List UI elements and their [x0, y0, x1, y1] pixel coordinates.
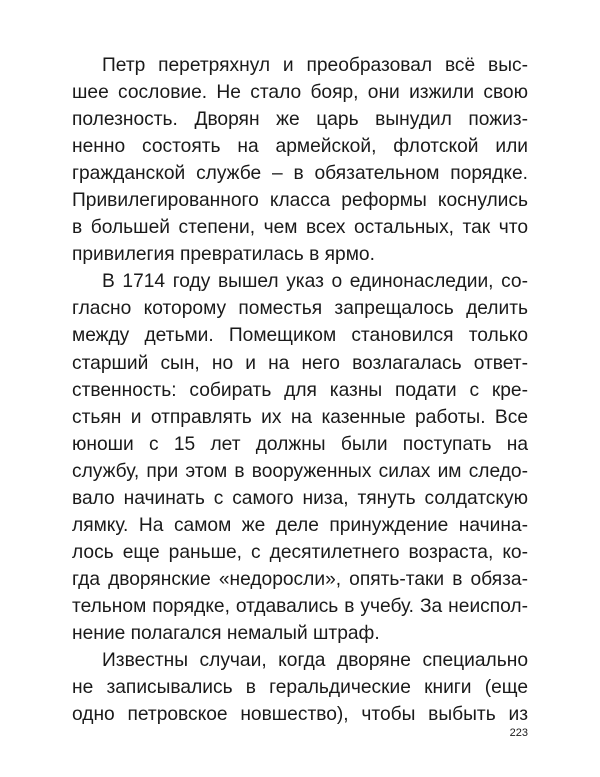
text-line: между детьми. Помещиком становился только	[72, 325, 528, 347]
text-line: В 1714 году вышел указ о единонаследии, со-	[102, 271, 528, 293]
text-line: Привилегированного класса реформы коснулись	[72, 190, 528, 212]
text-line: в большей степени, чем всех остальных, так что	[72, 217, 528, 239]
text-line: лось еще раньше, с десятилетнего возраста, ко-	[72, 541, 528, 563]
text-line: гласно которому поместья запрещалось делить	[72, 298, 528, 320]
text-line: стьян и отправлять их на казенные работы. Все	[72, 406, 528, 428]
text-line: гражданской службе – в обязательном порядке.	[72, 163, 528, 185]
text-line: полезность. Дворян же царь вынудил пожиз-	[72, 109, 528, 131]
text-line: тельном порядке, отдавались в учебу. За неиспол-	[72, 595, 528, 617]
text-line: лямку. На самом же деле принуждение начина-	[72, 514, 528, 536]
body-text	[72, 52, 528, 728]
text-line: одно петровское новшество), чтобы выбыть из	[72, 704, 528, 726]
text-line: нение полагался немалый штраф.	[72, 622, 380, 644]
text-line: шее сословие. Не стало бояр, они изжили свою	[72, 82, 528, 104]
text-line: юноши с 15 лет должны были поступать на	[72, 433, 528, 455]
text-line: службу, при этом в вооруженных силах им следо-	[72, 460, 528, 482]
page-number: 223	[509, 727, 528, 739]
text-line: старший сын, но и на него возлагалась ответ-	[72, 352, 528, 374]
text-line: Известны случаи, когда дворяне специально	[102, 650, 528, 672]
text-line: не записывались в геральдические книги (еще	[72, 677, 528, 699]
text-line: гда дворянские «недоросли», опять-таки в обяза-	[72, 568, 528, 590]
text-line: ственность: собирать для казны подати с кре-	[72, 379, 528, 401]
text-line: привилегия превратилась в ярмо.	[72, 244, 375, 266]
text-line: ненно состоять на армейской, флотской или	[72, 136, 528, 158]
text-line: Петр перетряхнул и преобразовал всё выс-	[102, 55, 528, 76]
text-line: вало начинать с самого низа, тянуть солдатскую	[72, 487, 528, 509]
